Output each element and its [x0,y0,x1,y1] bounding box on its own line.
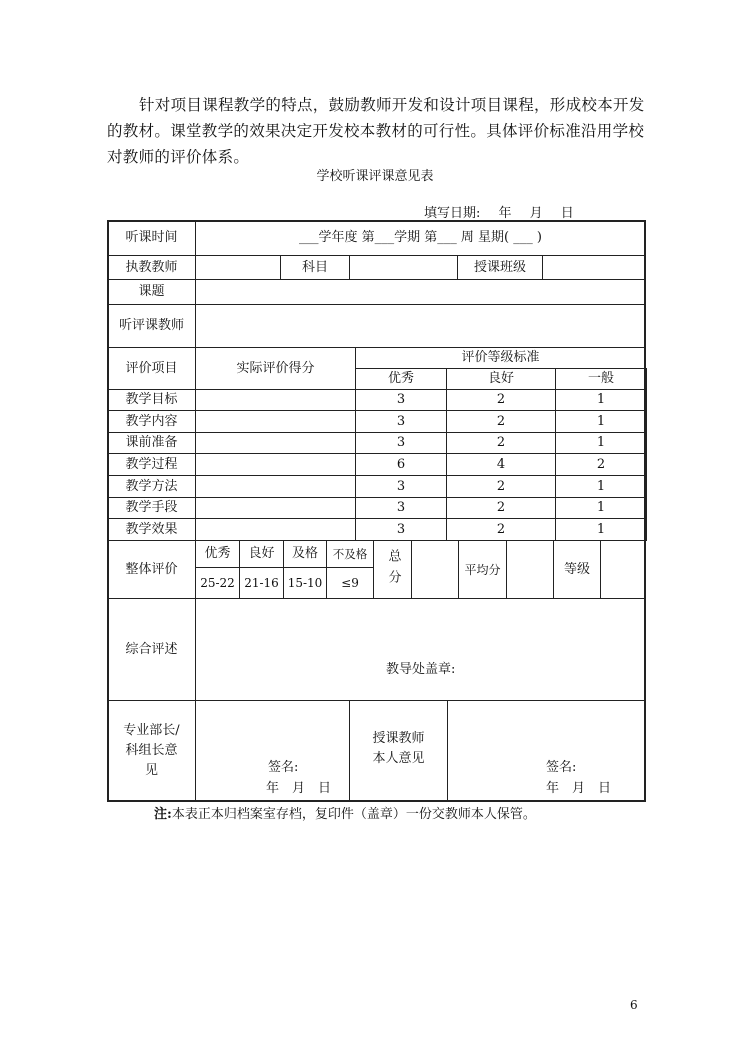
overall-level-label: 优秀 [195,540,240,568]
average-value [506,540,554,599]
page-number: 6 [630,998,638,1012]
observers-label: 听评课教师 [107,304,196,348]
level-label: 等级 [553,540,601,599]
standard-header: 评价等级标准 [355,347,646,369]
teacher-opinion-label: 授课教师本人意见 [349,700,448,802]
actual-score-cell [195,432,356,454]
row-item-label: 教学过程 [107,453,196,476]
standard-score: 3 [355,389,447,411]
dept-signature-label: 签名: [268,760,299,775]
standard-score: 2 [446,497,556,519]
standard-score: 2 [446,475,556,498]
row-item-label: 教学内容 [107,410,196,433]
standard-score: 2 [446,518,556,541]
overall-level-label: 良好 [239,540,284,568]
row-item-label: 课前准备 [107,432,196,454]
overall-label: 整体评价 [107,540,196,599]
overall-level-range: ≤9 [326,567,374,599]
actual-score-header: 实际评价得分 [195,347,356,390]
item-header: 评价项目 [107,347,196,390]
overall-level-label: 不及格 [326,540,374,568]
standard-score: 2 [446,432,556,454]
standard-score: 2 [446,410,556,433]
overall-level-range: 25-22 [195,567,240,599]
grade-header: 一般 [555,368,647,390]
standard-score: 3 [355,410,447,433]
topic-label: 课题 [107,279,196,305]
standard-score: 3 [355,432,447,454]
overall-level-range: 15-10 [283,567,327,599]
teacher-sign-date: 年 月 日 [546,781,612,796]
observers-value [195,304,646,348]
actual-score-cell [195,410,356,433]
standard-score: 3 [355,475,447,498]
lecture-time-value: ___学年度 第___学期 第___ 周 星期( ___ ) [195,220,646,256]
subject-label: 科目 [280,255,350,280]
form-title: 学校听课评课意见表 [316,169,434,184]
actual-score-cell [195,389,356,411]
grade-header: 优秀 [355,368,447,390]
summary-label: 综合评述 [107,598,196,701]
standard-score: 6 [355,453,447,476]
row-item-label: 教学效果 [107,518,196,541]
teacher-value [195,255,281,280]
actual-score-cell [195,475,356,498]
actual-score-cell [195,497,356,519]
stamp-label: 教导处盖章: [195,598,646,701]
intro-paragraph: 针对项目课程教学的特点，鼓励教师开发和设计项目课程，形成校本开发的教材。课堂教学的效果决定开发校本教材的可行性。具体评价标准沿用学校对教师的评价体系。 [107,96,645,166]
standard-score: 1 [555,410,647,433]
subject-value [349,255,458,280]
overall-level-label: 及格 [283,540,327,568]
dept-head-label: 专业部长/科组长意见 [107,700,196,802]
row-item-label: 教学手段 [107,497,196,519]
row-item-label: 教学方法 [107,475,196,498]
topic-value [195,279,646,305]
standard-score: 1 [555,389,647,411]
dept-sign-date: 年 月 日 [266,781,332,796]
level-value [600,540,646,599]
actual-score-cell [195,453,356,476]
teacher-signature-label: 签名: [546,760,577,775]
standard-score: 3 [355,518,447,541]
standard-score: 3 [355,497,447,519]
standard-score: 2 [555,453,647,476]
note-prefix: 注: [154,807,172,822]
note-text: 本表正本归档案室存档，复印件（盖章）一份交教师本人保管。 [171,807,536,822]
total-label: 总分 [373,540,412,599]
class-value [542,255,646,280]
grade-header: 良好 [446,368,556,390]
footnote [154,803,536,822]
standard-score: 2 [446,389,556,411]
overall-level-range: 21-16 [239,567,284,599]
fill-date: 填写日期: 年 月 日 [424,206,574,221]
class-label: 授课班级 [457,255,543,280]
total-value [411,540,459,599]
teacher-label: 执教教师 [107,255,196,280]
standard-score: 1 [555,432,647,454]
standard-score: 1 [555,497,647,519]
standard-score: 1 [555,475,647,498]
lecture-time-label: 听课时间 [107,220,196,256]
standard-score: 4 [446,453,556,476]
average-label: 平均分 [458,540,507,599]
standard-score: 1 [555,518,647,541]
row-item-label: 教学目标 [107,389,196,411]
actual-score-cell [195,518,356,541]
